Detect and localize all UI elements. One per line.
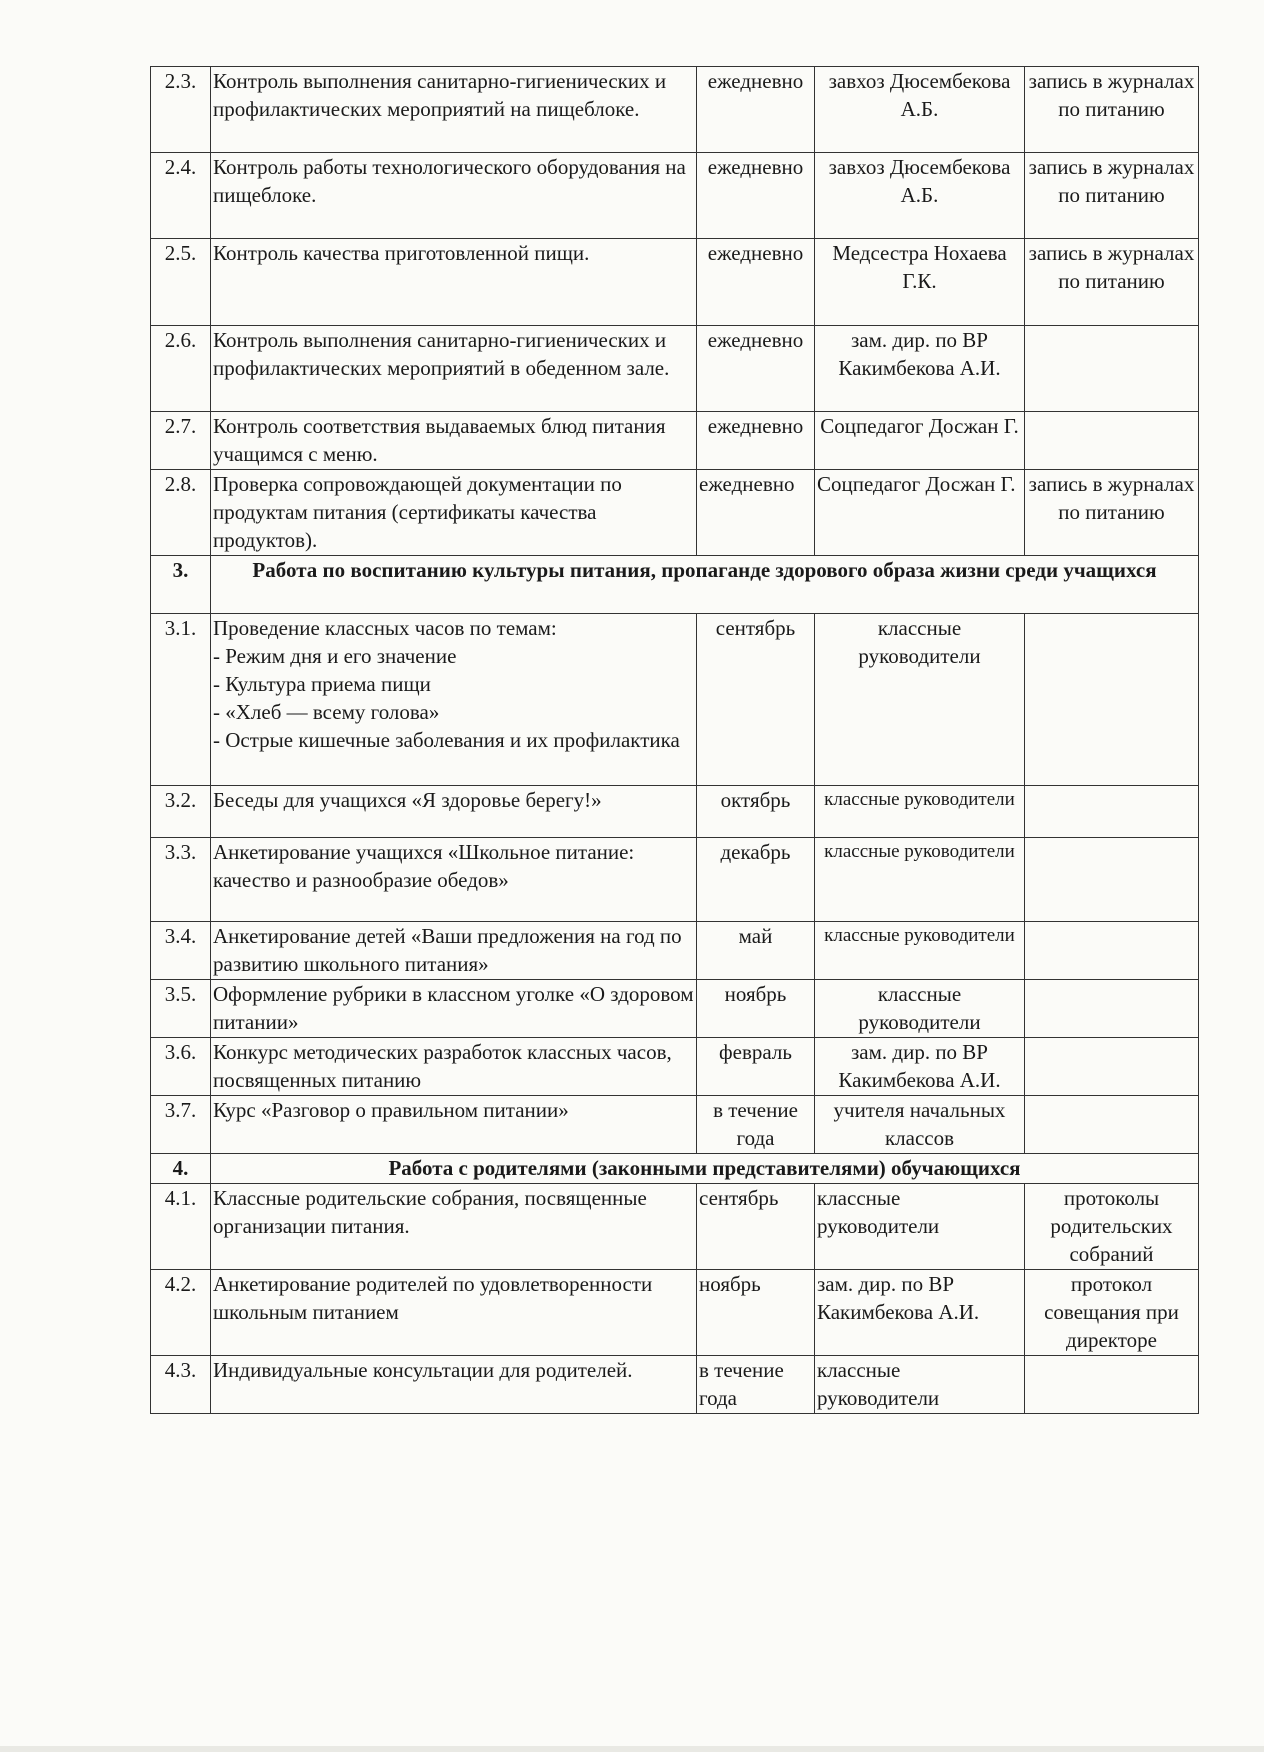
item-result [1025,326,1199,412]
item-term: сентябрь [697,614,815,786]
scan-edge [0,1746,1264,1752]
item-term: февраль [697,1038,815,1096]
table-row [151,1270,1199,1356]
item-result [1025,786,1199,838]
item-result: протоколы родительских собраний [1025,1184,1199,1270]
item-term: октябрь [697,786,815,838]
item-result: запись в журналах по питанию [1025,470,1199,556]
item-description: Индивидуальные консультации для родителей. [211,1356,697,1414]
item-number: 2.6. [151,326,211,412]
table-row [151,470,1199,556]
item-number: 4.1. [151,1184,211,1270]
item-result [1025,1038,1199,1096]
item-description: Конкурс методических разработок классных часов, посвященных питанию [211,1038,697,1096]
item-number: 2.7. [151,412,211,470]
item-result [1025,614,1199,786]
item-number: 3.6. [151,1038,211,1096]
item-result [1025,922,1199,980]
item-number: 3.4. [151,922,211,980]
item-number: 4.3. [151,1356,211,1414]
item-description: Оформление рубрики в классном уголке «О здоровом питании» [211,980,697,1038]
item-number: 3.7. [151,1096,211,1154]
item-description: Контроль выполнения санитарно-гигиенических и профилактических мероприятий на пищеблоке. [211,67,697,153]
table-row [151,786,1199,838]
item-description: Курс «Разговор о правильном питании» [211,1096,697,1154]
section-title: Работа по воспитанию культуры питания, пропаганде здорового образа жизни среди учащихся [211,556,1199,614]
item-term: в течение года [697,1096,815,1154]
item-term: ежедневно [697,470,815,556]
item-description: Контроль качества приготовленной пищи. [211,239,697,326]
item-result [1025,412,1199,470]
item-result [1025,838,1199,922]
table-row [151,838,1199,922]
item-responsible: классные руководители [815,922,1025,980]
item-responsible: классные руководители [815,980,1025,1038]
item-description: Анкетирование родителей по удовлетворенности школьным питанием [211,1270,697,1356]
item-description: Контроль соответствия выдаваемых блюд питания учащимся с меню. [211,412,697,470]
item-term: в течение года [697,1356,815,1414]
item-responsible: Соцпедагог Досжан Г. [815,412,1025,470]
item-responsible: классные руководители [815,1356,1025,1414]
item-responsible: классные руководители [815,786,1025,838]
item-description: Проведение классных часов по темам: - Режим дня и его значение - Культура приема пищи - «Хлеб — всему голова» - Острые кишечные заболевания и их профилактика [211,614,697,786]
item-description: Контроль работы технологического оборудования на пищеблоке. [211,153,697,239]
item-term: ежедневно [697,153,815,239]
table-row [151,980,1199,1038]
item-description: Анкетирование детей «Ваши предложения на год по развитию школьного питания» [211,922,697,980]
item-number: 2.8. [151,470,211,556]
item-term: ежедневно [697,326,815,412]
item-result [1025,1096,1199,1154]
item-term: ежедневно [697,412,815,470]
item-responsible: зам. дир. по ВР Какимбекова А.И. [815,326,1025,412]
item-responsible: завхоз Дюсембекова А.Б. [815,67,1025,153]
item-result: запись в журналах по питанию [1025,153,1199,239]
section-title: Работа с родителями (законными представителями) обучающихся [211,1154,1199,1184]
item-responsible: зам. дир. по ВР Какимбекова А.И. [815,1270,1025,1356]
table-row [151,1356,1199,1414]
table-row [151,922,1199,980]
section-row [151,1154,1199,1184]
item-number: 2.3. [151,67,211,153]
table-row [151,67,1199,153]
item-result: протокол совещания при директоре [1025,1270,1199,1356]
nutrition-plan-table [150,66,1199,1414]
item-number: 3.2. [151,786,211,838]
table-row [151,412,1199,470]
item-term: ноябрь [697,980,815,1038]
item-number: 2.4. [151,153,211,239]
item-responsible: Медсестра Нохаева Г.К. [815,239,1025,326]
item-term: декабрь [697,838,815,922]
plan-document [150,66,1198,1414]
item-number: 3.1. [151,614,211,786]
item-responsible: классные руководители [815,614,1025,786]
item-term: сентябрь [697,1184,815,1270]
item-number: 3.5. [151,980,211,1038]
item-description: Контроль выполнения санитарно-гигиенических и профилактических мероприятий в обеденном зале. [211,326,697,412]
item-result [1025,1356,1199,1414]
item-result [1025,980,1199,1038]
table-row [151,326,1199,412]
section-row [151,556,1199,614]
table-row [151,1184,1199,1270]
table-row [151,614,1199,786]
table-row [151,1038,1199,1096]
item-responsible: зам. дир. по ВР Какимбекова А.И. [815,1038,1025,1096]
item-responsible: классные руководители [815,838,1025,922]
item-number: 4.2. [151,1270,211,1356]
item-responsible: Соцпедагог Досжан Г. [815,470,1025,556]
section-number: 4. [151,1154,211,1184]
item-responsible: учителя начальных классов [815,1096,1025,1154]
item-description: Проверка сопровождающей документации по продуктам питания (сертификаты качества продуктов). [211,470,697,556]
item-term: ежедневно [697,67,815,153]
item-term: май [697,922,815,980]
item-responsible: завхоз Дюсембекова А.Б. [815,153,1025,239]
item-description: Беседы для учащихся «Я здоровье берегу!» [211,786,697,838]
item-term: ежедневно [697,239,815,326]
table-row [151,239,1199,326]
table-row [151,1096,1199,1154]
item-responsible: классные руководители [815,1184,1025,1270]
item-result: запись в журналах по питанию [1025,239,1199,326]
item-result: запись в журналах по питанию [1025,67,1199,153]
item-description: Анкетирование учащихся «Школьное питание: качество и разнообразие обедов» [211,838,697,922]
section-number: 3. [151,556,211,614]
item-term: ноябрь [697,1270,815,1356]
table-row [151,153,1199,239]
item-number: 2.5. [151,239,211,326]
item-description: Классные родительские собрания, посвященные организации питания. [211,1184,697,1270]
item-number: 3.3. [151,838,211,922]
